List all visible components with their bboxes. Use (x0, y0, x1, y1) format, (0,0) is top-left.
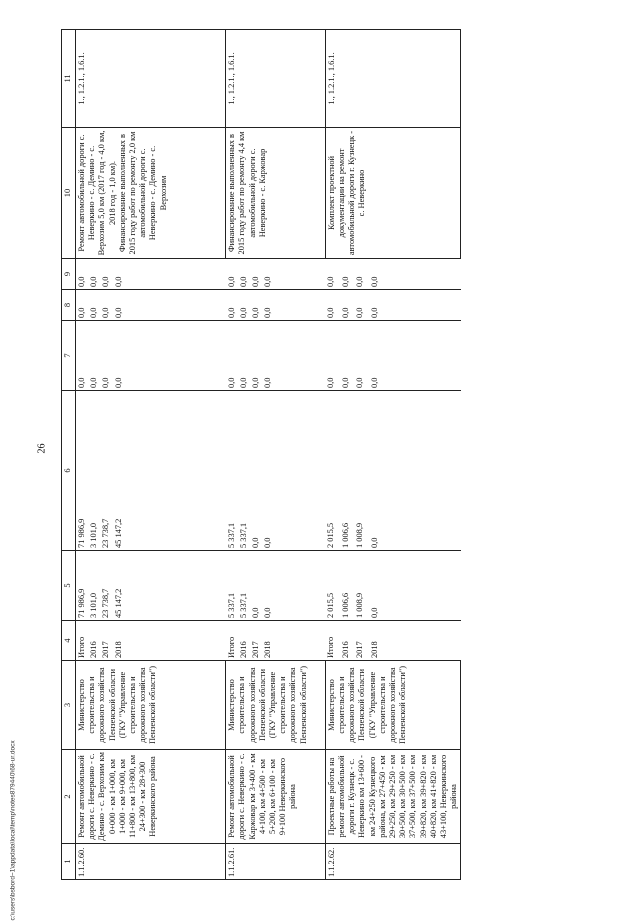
executor: Министерство строительства и дорожного хозяйства Пензенской области (ГКУ "Управление строительства и дорожного хозяйства Пензенской области") (76, 661, 226, 750)
value-other: 0,0 (88, 259, 100, 290)
value-regional: 5 337,1 (226, 391, 238, 551)
value-other: 0,0 (238, 259, 250, 290)
value-other: 0,0 (369, 259, 461, 290)
col-header-5: 5 (62, 551, 76, 621)
col-header-1: 1 (62, 844, 76, 880)
year-cell: 2017 (100, 621, 112, 661)
expected-result: Финансирование выполненных в 2015 году работ по ремонту 4,4 км автомобильной дороги с. Неверкино - с. Каржовар (226, 128, 326, 259)
event-name: Проектные работы на ремонт автомобильной дороги г. Кузнецк - с. Неверкино км 13+600 - км 24+250 Кузнецкого района, км 27+450 - км 29+250, км 29+250 - км 30+500, км 30+500 - км 37+500, км 37+500 - км 39+820, км 39+820 - км 40+820, км 41+820 - км 43+100, Неверкинского района (325, 750, 461, 844)
target-indicators: 1., 1.2.1., 1.6.1. (226, 30, 326, 128)
value-local: 0,0 (76, 290, 89, 321)
value-total: 0,0 (250, 551, 262, 621)
value-other: 0,0 (340, 259, 355, 290)
col-header-2: 2 (62, 750, 76, 844)
value-local: 0,0 (226, 290, 238, 321)
value-total: 0,0 (369, 551, 461, 621)
value-local: 0,0 (238, 290, 250, 321)
col-header-11: 11 (62, 30, 76, 128)
value-other: 0,0 (250, 259, 262, 290)
value-regional: 0,0 (262, 391, 325, 551)
year-cell: 2018 (113, 621, 226, 661)
value-other: 0,0 (76, 259, 89, 290)
value-other: 0,0 (113, 259, 226, 290)
value-federal: 0,0 (76, 321, 89, 391)
year-cell: Итого (76, 621, 89, 661)
value-local: 0,0 (250, 290, 262, 321)
value-federal: 0,0 (262, 321, 325, 391)
value-other: 0,0 (325, 259, 340, 290)
year-cell: 2017 (354, 621, 369, 661)
value-local: 0,0 (100, 290, 112, 321)
year-cell: 2018 (262, 621, 325, 661)
value-total: 1 006,6 (340, 551, 355, 621)
col-header-9: 9 (62, 259, 76, 290)
year-cell: 2018 (369, 621, 461, 661)
value-total: 2 015,5 (325, 551, 340, 621)
expected-result: Комплект проектной документации на ремонт автомобильной дороги г. Кузнецк - с. Неверкино (325, 128, 461, 259)
value-total: 3 101,0 (88, 551, 100, 621)
table-row (325, 30, 340, 880)
value-regional: 1 006,6 (340, 391, 355, 551)
value-regional: 0,0 (250, 391, 262, 551)
value-federal: 0,0 (250, 321, 262, 391)
value-total: 0,0 (262, 551, 325, 621)
event-name: Ремонт автомобильной дороги с. Неверкино - с. Каржовар км 3+400 - км 4+100, км 4+500 - км 5+200, км 6+100 - км 9+100 Неверкинского района (226, 750, 326, 844)
event-name: Ремонт автомобильной дороги с. Неверкино - с. Демино - с. Верхозим км 0+000 - км 1+000, км 1+000 - км 9+000, км 11+800 - км 13+800, км 24+300 - км 28+300 Неверкинского района (76, 750, 226, 844)
table-row (76, 30, 89, 880)
value-local: 0,0 (354, 290, 369, 321)
value-total: 5 337,1 (238, 551, 250, 621)
col-header-3: 3 (62, 661, 76, 750)
col-header-7: 7 (62, 321, 76, 391)
value-other: 0,0 (354, 259, 369, 290)
value-federal: 0,0 (88, 321, 100, 391)
expected-result: Ремонт автомобильной дороги с. Неверкино - с. Демино - с. Верхозим 5,0 км (2017 год - 4,0 км, 2018 год - 1,0 км). Финансирование выполненных в 2015 году работ по ремонту 2,0 км автомобильной дороги с. Неверкино - с. Демино - с. Верхозим (76, 128, 226, 259)
col-header-6: 6 (62, 391, 76, 551)
target-indicators: 1., 1.2.1., 1.6.1. (76, 30, 226, 128)
value-regional: 5 337,1 (238, 391, 250, 551)
year-cell: Итого (226, 621, 238, 661)
value-other: 0,0 (262, 259, 325, 290)
value-total: 71 986,9 (76, 551, 89, 621)
value-other: 0,0 (226, 259, 238, 290)
value-local: 0,0 (325, 290, 340, 321)
value-regional: 23 738,7 (100, 391, 112, 551)
col-header-10: 10 (62, 128, 76, 259)
year-cell: 2016 (88, 621, 100, 661)
table-row (226, 30, 238, 880)
value-federal: 0,0 (354, 321, 369, 391)
row-number: 1.1.2.62. (325, 844, 461, 880)
value-regional: 3 101,0 (88, 391, 100, 551)
value-federal: 0,0 (100, 321, 112, 391)
value-total: 23 738,7 (100, 551, 112, 621)
col-header-8: 8 (62, 290, 76, 321)
value-federal: 0,0 (226, 321, 238, 391)
value-other: 0,0 (100, 259, 112, 290)
value-federal: 0,0 (340, 321, 355, 391)
value-regional: 1 008,9 (354, 391, 369, 551)
row-number: 1.1.2.60. (76, 844, 226, 880)
year-cell: 2017 (250, 621, 262, 661)
year-cell: 2016 (238, 621, 250, 661)
value-local: 0,0 (340, 290, 355, 321)
value-total: 1 008,9 (354, 551, 369, 621)
row-number: 1.1.2.61. (226, 844, 326, 880)
program-table (61, 29, 461, 880)
target-indicators: 1., 1.2.1., 1.6.1. (325, 30, 461, 128)
value-local: 0,0 (262, 290, 325, 321)
year-cell: Итого (325, 621, 340, 661)
header-row (62, 30, 76, 880)
value-regional: 71 986,9 (76, 391, 89, 551)
table-body (76, 30, 461, 880)
value-local: 0,0 (369, 290, 461, 321)
value-regional: 2 015,5 (325, 391, 340, 551)
year-cell: 2016 (340, 621, 355, 661)
rotated-table-area (61, 30, 640, 877)
value-federal: 0,0 (325, 321, 340, 391)
value-total: 5 337,1 (226, 551, 238, 621)
value-local: 0,0 (113, 290, 226, 321)
value-regional: 0,0 (369, 391, 461, 551)
value-local: 0,0 (88, 290, 100, 321)
value-regional: 45 147,2 (113, 391, 226, 551)
footer-file-path: c:\users\bsbord~1\appdata\local\temp\notes879440\68-ur.docx (9, 740, 17, 921)
executor: Министерство строительства и дорожного хозяйства Пензенской области (ГКУ "Управление строительства и дорожного хозяйства Пензенской области") (226, 661, 326, 750)
value-federal: 0,0 (369, 321, 461, 391)
value-federal: 0,0 (238, 321, 250, 391)
col-header-4: 4 (62, 621, 76, 661)
executor: Министерство строительства и дорожного хозяйства Пензенской области (ГКУ "Управление строительства и дорожного хозяйства Пензенской области") (325, 661, 461, 750)
page-number: 26 (36, 443, 48, 454)
value-federal: 0,0 (113, 321, 226, 391)
value-total: 45 147,2 (113, 551, 226, 621)
